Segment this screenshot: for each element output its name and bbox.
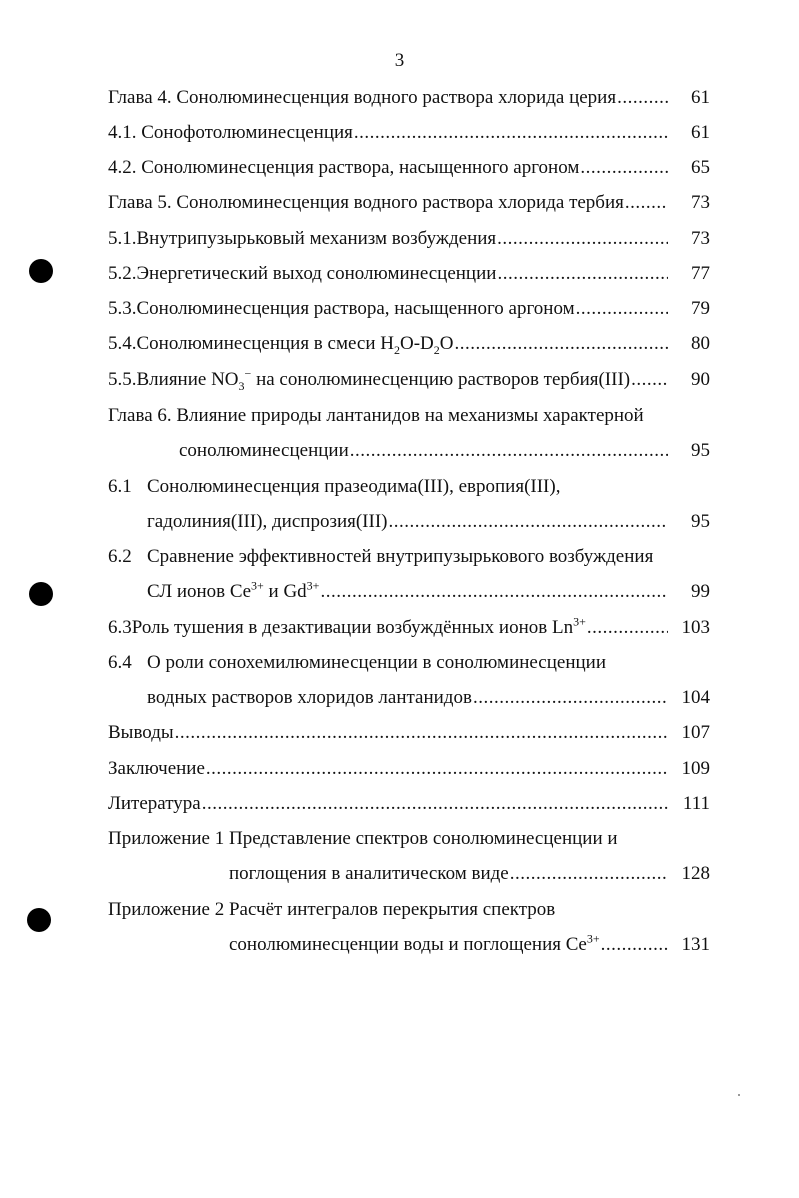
toc-entry xyxy=(108,651,710,675)
toc-number: 5.3. xyxy=(108,298,137,319)
toc-leader xyxy=(497,227,668,251)
toc-leader xyxy=(576,297,668,321)
binder-hole xyxy=(29,582,53,606)
page-number: 3 xyxy=(394,50,405,71)
toc-entry xyxy=(108,757,710,781)
toc-leader xyxy=(206,757,668,781)
toc-page: 73 xyxy=(691,192,710,213)
toc-title: Внутрипузырьковый механизм возбуждения xyxy=(136,228,497,249)
toc-leader xyxy=(202,792,668,816)
toc-title: Влияние $NO_3^-$ на сонолюминесценцию растворов тербия(III) xyxy=(136,366,631,393)
toc-leader xyxy=(354,121,668,145)
toc-entry xyxy=(108,121,710,145)
binder-hole xyxy=(29,259,53,283)
toc-page: 131 xyxy=(681,934,710,955)
toc-leader xyxy=(510,862,668,886)
toc-title: Литература xyxy=(108,793,201,814)
toc-number: 6.1 xyxy=(108,476,132,497)
toc-entry xyxy=(108,404,710,428)
toc-title: Глава 4. Сонолюминесценция водного раствора хлорида церия xyxy=(108,87,617,108)
toc-entry xyxy=(108,332,710,356)
toc-title: сонолюминесценции воды и поглощения $Ce^{3+}$ xyxy=(229,931,600,955)
toc-number: 5.4. xyxy=(108,333,137,354)
toc-page: 73 xyxy=(691,228,710,249)
toc-title: Приложение 2 Расчёт интегралов перекрытия спектров xyxy=(108,899,556,920)
toc-page: 99 xyxy=(691,581,710,602)
toc-title: сонолюминесценции xyxy=(179,440,349,461)
toc-title: Роль тушения в дезактивации возбуждённых ионов $Ln^{3+}$ xyxy=(131,614,586,638)
toc-title: Энергетический выход сонолюминесценции xyxy=(136,263,497,284)
toc-page: 65 xyxy=(691,157,710,178)
toc-entry xyxy=(108,227,710,251)
toc-number: 5.2. xyxy=(108,263,137,284)
toc-title: О роли сонохемилюминесценции в сонолюминесценции xyxy=(147,652,607,673)
toc-leader xyxy=(320,580,668,604)
toc-leader xyxy=(350,439,668,463)
toc-entry-continuation xyxy=(229,933,710,957)
toc-entry xyxy=(108,898,710,922)
toc-title: Глава 5. Сонолюминесценция водного раствора хлорида тербия xyxy=(108,192,624,213)
toc-title: Сравнение эффективностей внутрипузырькового возбуждения xyxy=(147,546,654,567)
toc-title: Глава 6. Влияние природы лантанидов на механизмы характерной xyxy=(108,405,644,426)
toc-leader xyxy=(617,86,668,110)
toc-title: поглощения в аналитическом виде xyxy=(229,863,509,884)
toc-page: 77 xyxy=(691,263,710,284)
toc-leader xyxy=(389,510,669,534)
toc-page: 109 xyxy=(681,758,710,779)
toc-title: Выводы xyxy=(108,722,174,743)
toc-number: 6.4 xyxy=(108,652,132,673)
toc-entry xyxy=(108,475,710,499)
toc-title: водных растворов хлоридов лантанидов xyxy=(147,687,472,708)
toc-title: Заключение xyxy=(108,758,205,779)
toc-entry-continuation xyxy=(147,580,710,604)
toc-entry xyxy=(108,86,710,110)
toc-page: 79 xyxy=(691,298,710,319)
toc-title: Сонолюминесценция в смеси $H_2O-D_2O$ xyxy=(136,333,454,357)
binder-hole xyxy=(27,908,51,932)
toc-page: 90 xyxy=(691,369,710,390)
toc-entry xyxy=(108,827,710,851)
toc-page: 95 xyxy=(691,440,710,461)
scan-speck xyxy=(738,1094,740,1096)
toc-page: 128 xyxy=(681,863,710,884)
toc-leader xyxy=(625,191,668,215)
toc-entry xyxy=(108,721,710,745)
toc-entry xyxy=(108,368,710,392)
toc-page: 95 xyxy=(691,511,710,532)
toc-number: 6.2 xyxy=(108,546,132,567)
toc-entry xyxy=(108,616,710,640)
toc-entry xyxy=(108,156,710,180)
toc-title: Сонолюминесценция раствора, насыщенного аргоном xyxy=(136,298,575,319)
toc-number: 6.3 xyxy=(108,617,132,638)
toc-entry xyxy=(108,191,710,215)
toc-number: 5.1. xyxy=(108,228,137,249)
toc-entry xyxy=(108,545,710,569)
toc-leader xyxy=(473,686,668,710)
toc-entry-continuation xyxy=(147,686,710,710)
toc-page: 103 xyxy=(681,617,710,638)
toc-title: 4.2. Сонолюминесценция раствора, насыщенного аргоном xyxy=(108,157,580,178)
toc-title: 4.1. Сонофотолюминесценция xyxy=(108,122,353,143)
toc-entry-continuation xyxy=(229,862,710,886)
toc-leader xyxy=(601,933,668,957)
toc-page: 111 xyxy=(682,793,710,814)
toc-title: гадолиния(III), диспрозия(III) xyxy=(147,511,388,532)
toc-entry-continuation xyxy=(147,510,710,534)
toc-number: 5.5. xyxy=(108,369,137,390)
toc-entry-continuation xyxy=(179,439,710,463)
toc-page: 107 xyxy=(681,722,710,743)
toc-entry xyxy=(108,792,710,816)
toc-entry xyxy=(108,262,710,286)
toc-page: 61 xyxy=(691,87,710,108)
toc-leader xyxy=(580,156,668,180)
toc-entry xyxy=(108,297,710,321)
toc-page: 61 xyxy=(691,122,710,143)
toc-title: Сонолюминесценция празеодима(III), европия(III), xyxy=(147,476,561,497)
toc-title: Приложение 1 Представление спектров сонолюминесценции и xyxy=(108,828,618,849)
toc-page: 104 xyxy=(681,687,710,708)
toc-leader xyxy=(454,332,668,356)
toc-leader xyxy=(497,262,668,286)
toc-title: СЛ ионов $Ce^{3+}$ и $Gd^{3+}$ xyxy=(147,578,320,602)
toc-leader xyxy=(631,368,668,392)
toc-leader xyxy=(175,721,668,745)
toc-page: 80 xyxy=(691,333,710,354)
toc-leader xyxy=(587,616,668,640)
